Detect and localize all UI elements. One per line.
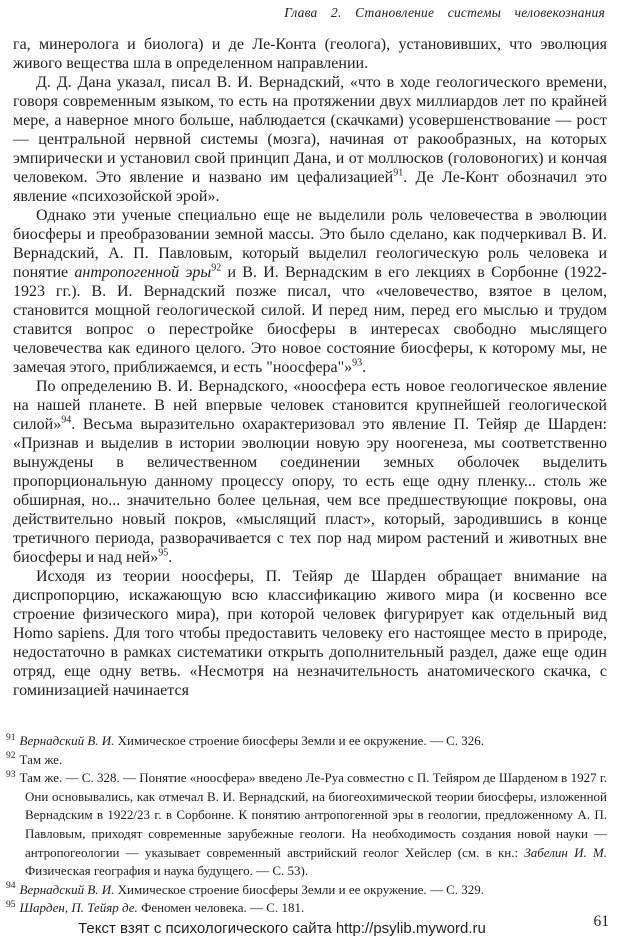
footnote [6,769,607,881]
footnote [6,881,607,900]
footnote-ref: 93 [352,357,363,369]
emphasis-text: антропогенной эры [74,264,212,281]
emphasis-text: Вернадский В. И. [19,881,115,897]
emphasis-text: Забелин И. М. [524,844,607,860]
footnote [6,751,607,770]
footnote-ref: 94 [61,414,72,426]
emphasis-text: Вернадский В. И. [19,733,115,748]
text-run: . [362,359,367,376]
text-run: Однако эти ученые специально еще не выделили роль человечества в эволюции биосферы и преобразовании земной массы. Это было сделано, как подчеркивал В. И. Вернадский, А. П. Павловым, который выделил геологическую роль человека и понятие [13,207,607,281]
paragraph [13,206,607,377]
paragraph [13,73,607,206]
footnote-number: 95 [6,900,16,911]
footnote [6,899,607,918]
page-number: 61 [593,913,609,930]
text-run: Феномен человека. — С. 181. [137,900,305,916]
emphasis-text: Шарден, П. Тейяр де. [19,900,138,916]
footnote-ref: 95 [158,547,169,559]
text-run: . Де Ле-Конт обозначил это явление «психозойской эрой». [13,169,607,205]
footnote-number: 91 [6,732,16,743]
text-run: га, минеролога и биолога) и де Ле-Конта (геолога), установивших, что эволюция живого вещества шла в определенном направлении. [13,36,607,72]
footnote-number: 92 [6,751,16,762]
text-run: . Весьма выразительно охарактеризовал это явление П. Тейяр де Шарден: «Признав и выделив в истории эволюции новую эру ноогенеза, мы соответственно вынуждены в величественном соединении земных оболочек выделить пропорциональную данному процессу опору, то есть еще одну пленку... столь же обширная, но... значительно более цельная, чем все предшествующие покровы, она действительно новый покров, «мыслящий пласт», который, зародившись в конце третичного периода, разворачивается с тех пор над миром растений и животных вне биосферы и над ней» [13,416,607,566]
paragraph [13,377,607,567]
body-text [13,35,607,700]
text-run: Химическое строение биосферы Земли и ее окружение. — С. 329. [114,881,485,897]
text-run: Там же. — С. 328. — Понятие «ноосфера» введено Ле-Руа совместно с П. Тейяром де Шарденом в 1927 г. Они основывались, как отмечал В. И. Вернадский, на биогеохимической теории биосферы, изложенной Вернадским в 1922/23 г. в Сорбонне. К понятию антропогенной эры в геологии, предложенному А. П. Павловым, приходят современные зарубежные геологи. На необходимость создания новой науки — антропогеологии — указывает современный австрийский геолог Хейслер (см. в кн.: [19,770,607,860]
text-run: Химическое строение биосферы Земли и ее окружение. — С. 326. [114,733,485,748]
text-run: По определению В. И. Вернадского, «ноосфера есть новое геологическое явление на нашей планете. В ней впервые человек становится крупнейшей геологической силой» [13,378,607,433]
footnotes-block [6,732,607,918]
footnote [6,732,607,751]
text-run: . [168,549,173,566]
footnote-ref: 91 [393,167,404,179]
text-run: Д. Д. Дана указал, писал В. И. Вернадский, «что в ходе геологического времени, говоря современным языком, то есть на протяжении двух миллиардов лет по крайней мере, а наверное много больше, наблюдается (скачками) усовершенствование — рост — центральной нервной системы (мозга), начиная от ракообразных, на которых эмпирически и установил свой принцип Дана, и от моллюсков (головоногих) и кончая человеком. Это явление и названо им цефализацией [13,74,607,186]
paragraph [13,567,607,700]
text-run: Там же. [19,751,63,767]
footnote-number: 94 [6,881,16,892]
footnote-ref: 92 [211,262,222,274]
footnote-number: 93 [6,769,16,780]
text-run: Физическая география и наука будущего. — С. 53). [25,863,309,879]
running-header: Глава 2. Становление системы человекознания [284,5,605,20]
text-run: Исходя из теории ноосферы, П. Тейяр де Шарден обращает внимание на диспропорцию, искажающую всю классификацию живого мира (и косвенно все строение физического мира), при которой человек фигурирует как отдельный вид Homo sapiens. Для того чтобы предоставить человеку его настоящее место в природе, недостаточно в рамках систематики открыть дополнительный раздел, даже еще один отряд, еще одну ветвь. «Несмотря на незначительность анатомического скачка, с гоминизацией начинается [13,568,607,699]
source-footer: Текст взят с психологического сайта http://psylib.myword.ru [78,920,486,937]
paragraph [13,35,607,73]
text-run: и В. И. Вернадским в его лекциях в Сорбонне (1922-1923 гг.). В. И. Вернадский позже писал, что «человечество, взятое в целом, становится мощной геологической силой. И перед ним, перед его мыслью и трудом ставится вопрос о перестройке биосферы в интересах свободно мыслящего человечества как единого целого. Это новое состояние биосферы, к которому мы, не замечая этого, приближаемся, и есть "ноосфера"» [13,264,607,376]
